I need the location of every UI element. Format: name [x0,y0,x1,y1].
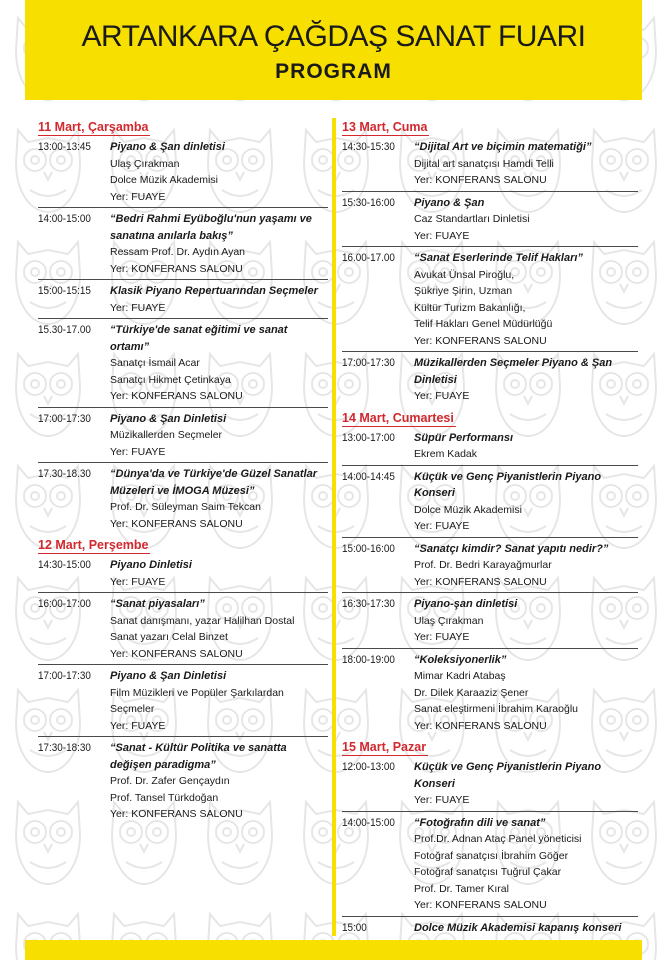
event-details [110,283,328,316]
event-details [110,139,328,205]
event-title: Piyano & Şan [414,196,485,209]
event-detail-line: Prof.Dr. Adnan Ataç Panel yöneticisi [414,833,582,845]
event-detail-line: Avukat Ünsal Piroğlu, [414,268,515,281]
event-detail-line: Şükriye Şirin, Uzman [414,285,513,297]
event-row [38,595,328,665]
event-detail-line: Dolce Müzik Akademisi [414,503,522,516]
event-detail-line: Yer: FUAYE [110,445,166,458]
event-detail-line: Yer: KONFERANS SALONU [414,334,547,347]
event-detail-line: Kültür Turizm Bakanlığı, [414,301,526,314]
event-time: 18:00-19:00 [342,653,395,666]
event-row [38,210,328,280]
header-banner [25,0,642,100]
event-row [38,282,328,319]
event-title: “Sanatçı kimdir? Sanat yapıtı nedir?” [414,542,609,555]
event-title: “Sanat Eserlerinde Telif Hakları” [414,252,583,264]
event-row [342,758,638,812]
day-title: 13 Mart, Cuma [342,120,428,134]
event-details [110,411,328,461]
event-time: 16.00-17.00 [342,252,395,264]
event-detail-line: Yer: KONFERANS SALONU [414,575,547,588]
event-detail-line: Yer: FUAYE [414,794,470,806]
event-detail-line: Yer: KONFERANS SALONU [414,899,547,911]
event-time: 15:00-15:15 [38,285,91,297]
event-detail-line: Caz Standartları Dinletisi [414,213,530,225]
day-section [38,118,328,534]
event-detail-line: Prof. Dr. Zafer Gençaydın [110,775,230,787]
event-row [38,465,328,534]
day-section [342,118,638,407]
event-row [342,429,638,466]
event-title: Küçük ve Genç Piyanistlerin Piyano Konseri [414,470,602,499]
event-detail-line: Fotoğraf sanatçısı Tuğrul Çakar [414,866,562,878]
event-title: “Dijital Art ve biçimin matematiği” [414,141,592,153]
event-details [110,668,328,734]
event-detail-line: Yer: KONFERANS SALONU [110,647,243,660]
event-row [342,354,638,407]
event-detail-line: Yer: FUAYE [110,301,166,314]
event-detail-line: Prof. Dr. Süleyman Saim Tekcan [110,501,261,513]
event-time: 17:00-17:30 [38,670,91,682]
event-detail-line: Yer: FUAYE [110,575,166,588]
event-detail-line: Telif Hakları Genel Müdürlüğü [414,318,553,330]
event-row [38,321,328,408]
event-row [38,739,328,825]
event-detail-line: Fotoğraf sanatçısı İbrahim Göğer [414,849,569,862]
event-details [110,740,328,823]
event-time: 12:00-13:00 [342,761,395,773]
event-detail-line: Yer: KONFERANS SALONU [110,262,243,275]
day-section [342,409,638,737]
event-time: 16:00-17:00 [38,598,91,610]
event-time: 14:00-15:00 [38,213,91,225]
event-title: Klasik Piyano Repertuarından Seçmeler [110,285,318,297]
event-detail-line: Dr. Dilek Karaaziz Şener [414,686,529,699]
event-detail-line: Film Müzikleri ve Popüler Şarkılardan Seçmeler [110,686,284,715]
event-title: Piyano Dinletisi [110,559,192,571]
event-title: “Dünya'da ve Türkiye'de Güzel Sanatlar Müzeleri ve İMOGA Müzesi” [110,468,317,497]
event-detail-line: Yer: FUAYE [110,719,166,732]
event-detail-line: Sanat eleştirmeni İbrahim Karaoğlu [414,703,579,715]
page-subtitle: PROGRAM [275,60,392,83]
day-title: 15 Mart, Pazar [342,740,427,754]
event-row [342,138,638,192]
event-time: 15:00-16:00 [342,542,395,555]
event-details [414,195,638,245]
event-row [38,138,328,208]
event-details [414,250,638,349]
event-details [110,557,328,590]
event-row [342,540,638,594]
event-title: Küçük ve Genç Piyanistlerin Piyano Konseri [414,761,602,790]
event-detail-line: Yer: FUAYE [414,390,470,402]
event-detail-line: Sanatçı Hikmet Çetinkaya [110,373,231,386]
event-detail-line: Yer: KONFERANS SALONU [110,808,243,820]
event-time: 14:30-15:00 [38,559,91,571]
right-column [342,118,638,957]
event-details [110,322,328,405]
event-title: Piyano & Şan Dinletisi [110,670,227,682]
event-time: 17:00-17:30 [342,357,395,369]
footer-bar [25,940,642,960]
event-time: 15:30-16:00 [342,196,395,209]
event-time: 16:30-17:30 [342,598,395,610]
event-details [414,815,638,914]
event-details [414,469,638,535]
event-detail-line: Dolce Müzik Akademisi [110,174,218,186]
event-title: “Türkiye'de sanat eğitimi ve sanat ortamı” [110,324,288,353]
event-detail-line: Sanat danışmanı, yazar Halilhan Dostal [110,614,295,627]
day-section [38,536,328,825]
day-title: 11 Mart, Çarşamba [38,120,149,134]
event-row [38,667,328,737]
event-detail-line: Ulaş Çırakman [110,157,180,170]
event-time: 17:00-17:30 [38,412,91,425]
event-details [414,759,638,809]
event-details [414,596,638,646]
event-details [110,466,328,532]
event-row [38,410,328,464]
event-row [342,651,638,737]
event-detail-line: Yer: FUAYE [414,520,470,532]
event-title: Dolce Müzik Akademisi kapanış konseri [414,921,622,934]
event-title: Süpür Performansı [414,431,514,444]
event-details [414,541,638,591]
event-title: “Sanat piyasaları” [110,598,205,610]
page-title: ARTANKARA ÇAĞDAŞ SANAT FUARI [81,20,586,53]
event-detail-line: Ressam Prof. Dr. Aydın Ayan [110,246,246,258]
event-detail-line: Sanatçı İsmail Acar [110,357,200,369]
event-row [342,468,638,538]
event-title: “Sanat - Kültür Politika ve sanatta değişen paradigma” [110,742,287,771]
event-detail-line: Prof. Dr. Bedri Karayağmurlar [414,559,552,571]
event-detail-line: Yer: KONFERANS SALONU [110,390,243,402]
event-detail-line: Prof. Dr. Tamer Kıral [414,882,509,895]
event-title: Piyano-şan dinletisi [414,598,518,610]
event-detail-line: Yer: FUAYE [110,190,166,203]
event-row [38,556,328,593]
event-time: 14:30-15:30 [342,141,395,153]
event-title: Piyano & Şan Dinletisi [110,412,227,425]
day-title: 12 Mart, Perşembe [38,538,149,552]
event-time: 14:00-14:45 [342,470,395,483]
day-section [342,738,638,955]
event-detail-line: Yer: KONFERANS SALONU [414,719,547,732]
day-title: 14 Mart, Cumartesi [342,410,454,425]
event-detail-line: Yer: KONFERANS SALONU [414,174,547,186]
event-title: Müzikallerden Seçmeler Piyano & Şan Dinletisi [414,357,613,386]
event-detail-line: Sanat yazarı Celal Binzet [110,631,228,643]
event-title: Piyano & Şan dinletisi [110,141,225,153]
event-time: 17.30-18.30 [38,468,91,480]
event-detail-line: Yer: KONFERANS SALONU [110,517,243,530]
event-detail-line: Dijital art sanatçısı Hamdi Telli [414,157,554,170]
event-time: 13:00-17:00 [342,431,395,444]
event-title: “Fotoğrafın dili ve sanat” [414,816,546,829]
event-details [414,355,638,405]
event-detail-line: Ulaş Çırakman [414,614,484,627]
event-row [342,595,638,649]
event-detail-line: Prof. Tansel Türkdoğan [110,791,219,804]
event-row [342,194,638,248]
event-title: “Koleksiyonerlik” [414,653,507,666]
event-time: 15:00 [342,921,367,934]
left-column [38,118,328,827]
event-row [342,814,638,917]
event-detail-line: Ekrem Kadak [414,448,478,460]
event-row [342,249,638,352]
event-details [414,139,638,189]
event-details [414,652,638,735]
event-detail-line: Yer: FUAYE [414,631,470,643]
event-title: “Bedri Rahmi Eyüboğlu'nun yaşamı ve sanatına anılarla bakış” [110,213,312,242]
column-divider [332,118,336,936]
event-detail-line: Müzikallerden Seçmeler [110,429,223,441]
event-time: 17:30-18:30 [38,742,91,754]
event-detail-line: Mimar Kadri Atabaş [414,670,506,682]
event-detail-line: Yer: FUAYE [414,229,470,242]
event-details [110,211,328,277]
event-time: 15.30-17.00 [38,324,91,336]
event-details [414,430,638,463]
event-time: 14:00-15:00 [342,816,395,829]
event-details [110,596,328,662]
event-time: 13:00-13:45 [38,141,91,153]
